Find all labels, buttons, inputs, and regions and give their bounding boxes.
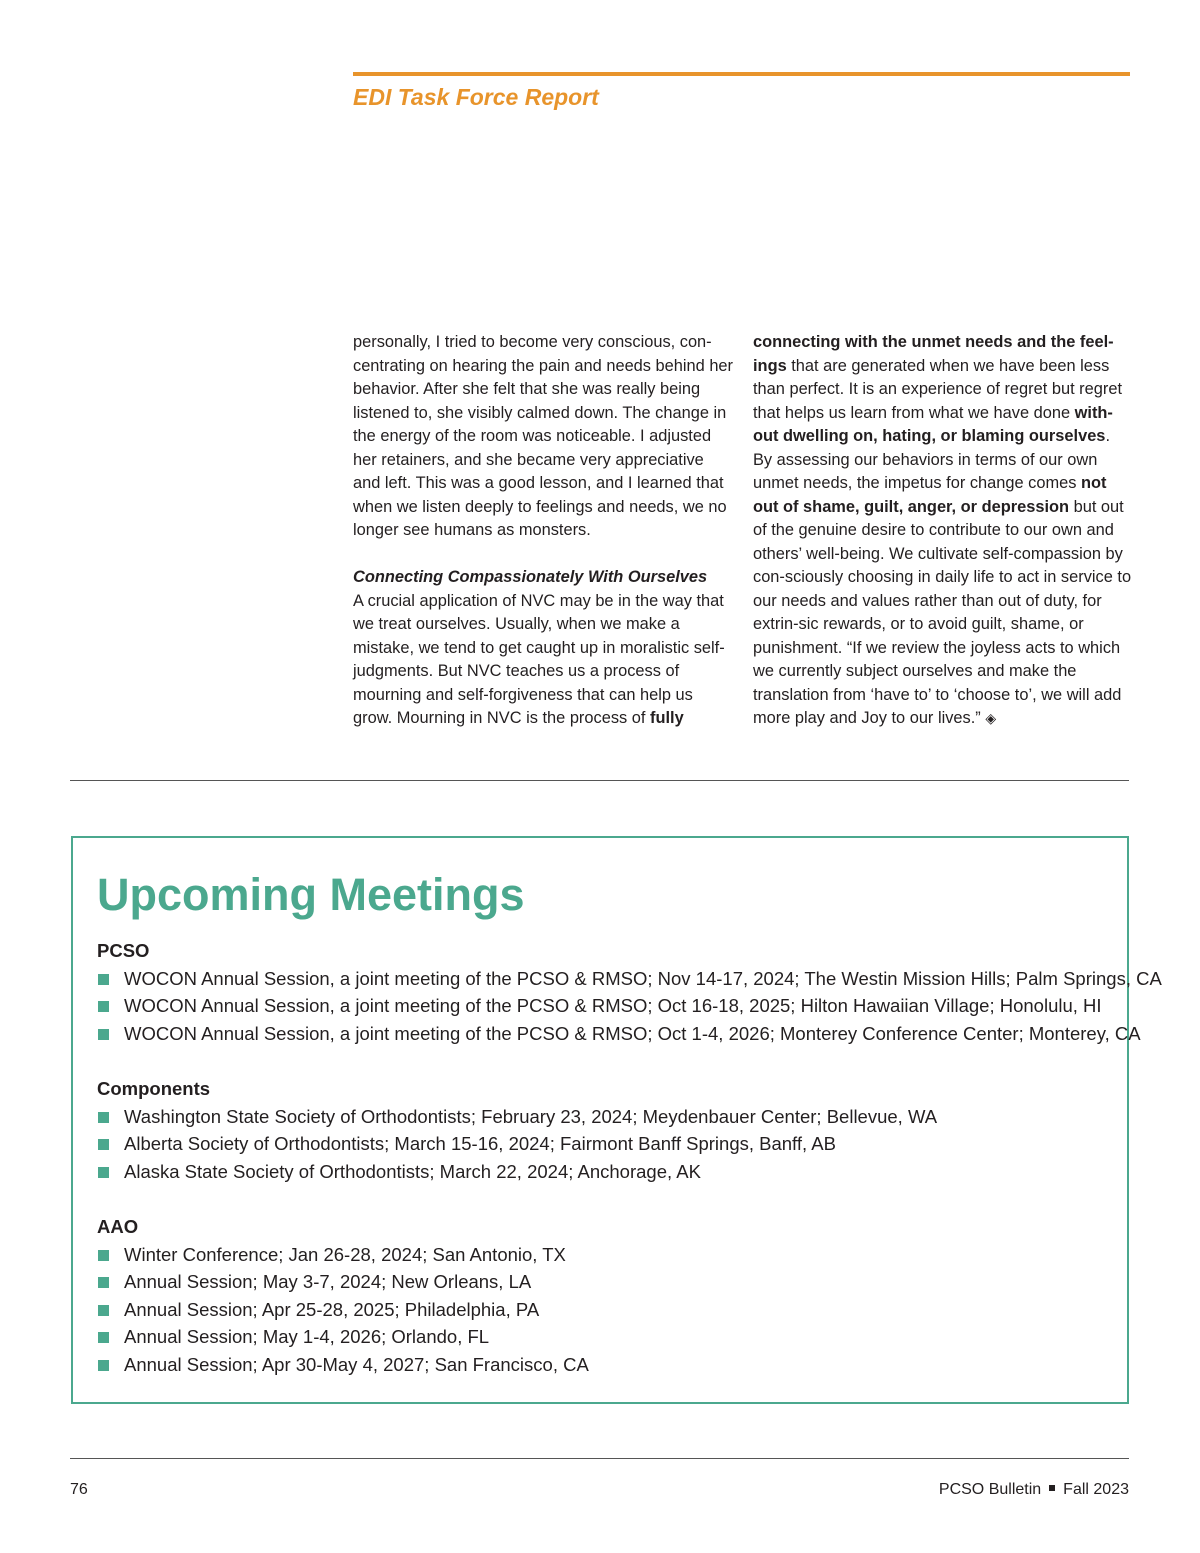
meetings-group-components (97, 1075, 937, 1185)
footer-publication (939, 1481, 1129, 1499)
square-bullet-icon (98, 1139, 109, 1150)
end-mark-icon: ◈ (985, 710, 997, 726)
article-paragraph: personally, I tried to become very conscious, con-centrating on hearing the pain and needs behind her behavior. After she felt that she was really being listened to, she visibly calmed down. The change in the energy of the room was noticeable. I adjusted her retainers, and she became very appreciative and left. This was a good lesson, and I learned that when we listen deeply to feelings and needs, we no longer see humans as monsters. (353, 333, 734, 539)
square-bullet-icon (98, 1360, 109, 1371)
article-column-right (753, 331, 1133, 731)
article-column-left (353, 331, 733, 731)
issue-label: Fall 2023 (1063, 1481, 1129, 1498)
meetings-title: Upcoming Meetings (97, 869, 525, 920)
article-paragraph: connecting with the unmet needs and the feel-ings that are generated when we have been less than perfect. It is an experience of regret but regret that helps us learn from what we have done with-out dwelling on, hating, or blaming ourselves. By assessing our behaviors in terms of our own unmet needs, the impetus for change comes not out of shame, guilt, anger, or depression but out of the genuine desire to contribute to our own and others’ well-being. We cultivate self-compassion by con-sciously choosing in daily life to act in service to our needs and values rather than out of duty, for extrin-sic rewards, or to avoid guilt, shame, or punishment. “If we review the joyless acts to which we currently subject ourselves and make the translation from ‘have to’ to ‘choose to’, we will add more play and Joy to our lives.” ◈ (753, 333, 1132, 727)
group-heading: AAO (97, 1216, 139, 1237)
list-item: Winter Conference; Jan 26-28, 2024; San Antonio, TX (97, 1241, 589, 1269)
upcoming-meetings-box (71, 836, 1162, 1404)
list-item: Alaska State Society of Orthodontists; March 22, 2024; Anchorage, AK (97, 1158, 937, 1186)
section-divider (70, 780, 1129, 781)
square-bullet-icon (98, 1277, 109, 1288)
group-heading: Components (97, 1078, 211, 1099)
list-item: Annual Session; May 1-4, 2026; Orlando, FL (97, 1323, 589, 1351)
bold-text: with-out dwelling on, hating, or blaming ourselves (753, 403, 1113, 445)
list-item: Annual Session; Apr 25-28, 2025; Philadelphia, PA (97, 1296, 589, 1324)
list-item: WOCON Annual Session, a joint meeting of the PCSO & RMSO; Oct 16-18, 2025; Hilton Hawaiian Village; Honolulu, HI (97, 992, 1162, 1020)
bold-text: connecting with the unmet needs and the feel-ings (753, 333, 1114, 375)
square-bullet-icon (98, 1112, 109, 1123)
list-item: WOCON Annual Session, a joint meeting of the PCSO & RMSO; Oct 1-4, 2026; Monterey Conference Center; Monterey, CA (97, 1020, 1162, 1048)
list-item: Washington State Society of Orthodontists; February 23, 2024; Meydenbauer Center; Bellevue, WA (97, 1103, 937, 1131)
page-number: 76 (70, 1481, 88, 1498)
meetings-group-aao (97, 1213, 589, 1378)
bold-text: fully (650, 709, 684, 727)
list-item: Annual Session; Apr 30-May 4, 2027; San Francisco, CA (97, 1351, 589, 1379)
square-bullet-icon (98, 1167, 109, 1178)
square-bullet-icon (98, 1029, 109, 1040)
square-separator-icon (1049, 1485, 1055, 1491)
section-title: EDI Task Force Report (353, 84, 599, 110)
meetings-group-pcso (97, 937, 1162, 1047)
square-bullet-icon (98, 1250, 109, 1261)
group-heading: PCSO (97, 940, 150, 961)
list-item: WOCON Annual Session, a joint meeting of the PCSO & RMSO; Nov 14-17, 2024; The Westin Mission Hills; Palm Springs, CA (97, 965, 1162, 993)
article-paragraph: A crucial application of NVC may be in the way that we treat ourselves. Usually, when we make a mistake, we tend to get caught up in moralistic self-judgments. But NVC teaches us a process of mourning and self-forgiveness that can help us grow. Mourning in NVC is the process of fully (353, 591, 725, 727)
header-rule (353, 72, 1130, 76)
list-item: Alberta Society of Orthodontists; March 15-16, 2024; Fairmont Banff Springs, Banff, AB (97, 1130, 937, 1158)
publication-name: PCSO Bulletin (938, 1481, 1042, 1498)
square-bullet-icon (98, 1001, 109, 1012)
article-subhead: Connecting Compassionately With Ourselves (353, 568, 708, 586)
square-bullet-icon (98, 1305, 109, 1316)
list-item: Annual Session; May 3-7, 2024; New Orleans, LA (97, 1268, 589, 1296)
footer-rule (70, 1458, 1129, 1459)
bold-text: not out of shame, guilt, anger, or depression (753, 474, 1107, 516)
square-bullet-icon (98, 1332, 109, 1343)
square-bullet-icon (98, 974, 109, 985)
